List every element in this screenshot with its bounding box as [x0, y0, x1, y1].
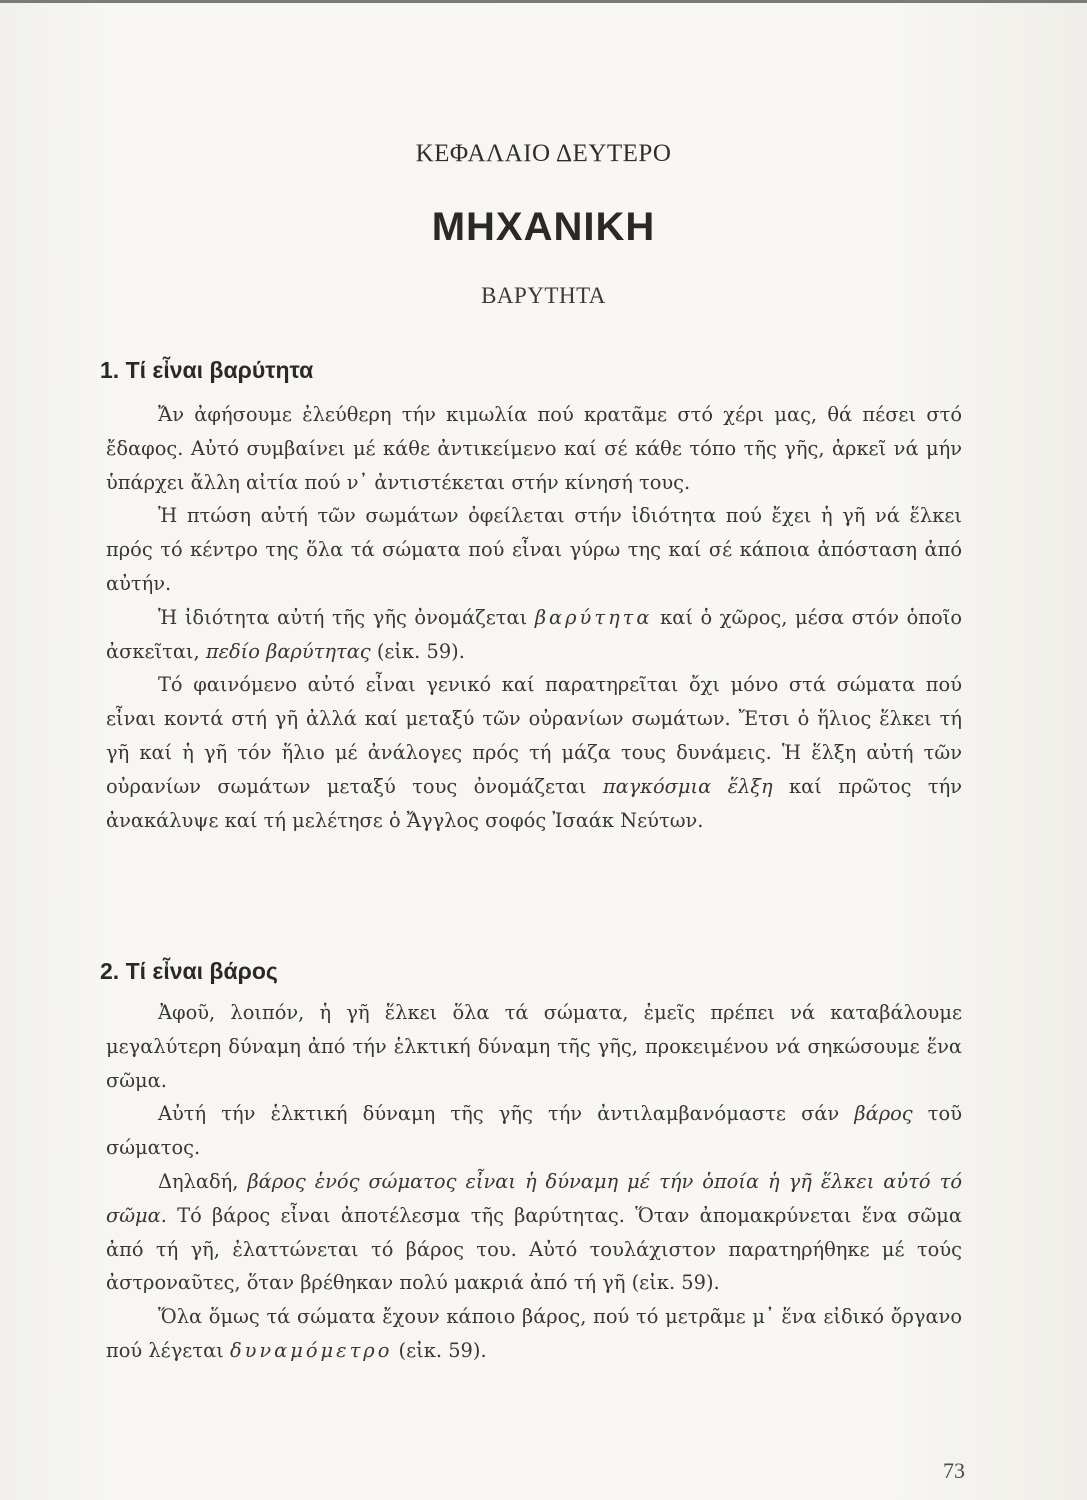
weight-definition: βάρος ἑνός σώματος εἶναι ἡ δύναμη μέ τήν ὁποία ἡ γῆ ἕλκει αὐτό τό σῶμα. [106, 1169, 962, 1227]
term-dynamometer: δυναμόμετρο [229, 1338, 393, 1362]
page-number: 73 [943, 1458, 965, 1483]
term-gravity-field: πεδίο βαρύτητας [205, 639, 371, 663]
term-weight: βάρος [854, 1102, 913, 1126]
paragraph: Ἡ ἰδιότητα αὐτή τῆς γῆς ὀνομάζεται βαρύτητα καί ὁ χῶρος, μέσα στόν ὁποῖο ἀσκεῖται, πεδίο βαρύτητας (εἰκ. 59). [106, 605, 962, 663]
paragraph: Δηλαδή, βάρος ἑνός σώματος εἶναι ἡ δύναμη μέ τήν ὁποία ἡ γῆ ἕλκει αὐτό τό σῶμα. Τό βάρος εἶναι ἀποτέλεσμα τῆς βαρύτητας. Ὅταν ἀπομακρύνεται ἕνα σῶμα ἀπό τή γῆ, ἐλαττώνεται τό βάρος του. Αὐτό τουλάχιστον παρατηρήθηκε μέ τούς ἀστροναῦτες, ὅταν βρέθηκαν πολύ μακριά ἀπό τή γῆ (εἰκ. 59). [106, 1169, 962, 1295]
section-1-heading: 1. Τί εἶναι βαρύτητα [100, 357, 314, 383]
section-1-body [106, 398, 962, 837]
paragraph: Ἀφοῦ, λοιπόν, ἡ γῆ ἕλκει ὅλα τά σώματα, ἐμεῖς πρέπει νά καταβάλουμε μεγαλύτερη δύναμη ἀπό τήν ἑλκτική δύναμη τῆς γῆς, προκειμένου νά σηκώσουμε ἕνα σῶμα. [106, 1001, 962, 1092]
chapter-heading: ΚΕΦΑΛΑΙΟ ΔΕΥΤΕΡΟ [415, 140, 672, 167]
paragraph: Ἡ πτώση αὐτή τῶν σωμάτων ὀφείλεται στήν ἰδιότητα πού ἔχει ἡ γῆ νά ἕλκει πρός τό κέντρο της ὅλα τά σώματα πού εἶναι γύρω της καί σέ κάποια ἀπόσταση ἀπό αὐτήν. [106, 504, 962, 595]
section-subtitle: ΒΑΡΥΤΗΤΑ [481, 283, 606, 308]
top-edge-rule [0, 0, 1087, 3]
paragraph: Ἄν ἀφήσουμε ἐλεύθερη τήν κιμωλία πού κρατᾶμε στό χέρι μας, θά πέσει στό ἔδαφος. Αὐτό συμβαίνει μέ κάθε ἀντικείμενο καί σέ κάθε τόπο τῆς γῆς, ἀρκεῖ νά μήν ὑπάρχει ἄλλη αἰτία πού ν᾽ ἀντιστέκεται στήν κίνησή τους. [106, 403, 962, 494]
paragraph: Αὐτή τήν ἑλκτική δύναμη τῆς γῆς τήν ἀντιλαμβανόμαστε σάν βάρος τοῦ σώματος. [106, 1102, 962, 1160]
term-gravity: βαρύτητα [534, 605, 653, 629]
term-universal-attraction: παγκόσμια ἕλξη [602, 774, 773, 798]
section-2-heading: 2. Τί εἶναι βάρος [100, 958, 278, 984]
section-2-body [106, 996, 962, 1368]
page-title: ΜΗΧΑΝΙΚΗ [431, 205, 656, 249]
paragraph: Ὅλα ὅμως τά σώματα ἔχουν κάποιο βάρος, πού τό μετρᾶμε μ᾽ ἕνα εἰδικό ὄργανο πού λέγεται δυναμόμετρο (εἰκ. 59). [106, 1305, 962, 1362]
paragraph: Τό φαινόμενο αὐτό εἶναι γενικό καί παρατηρεῖται ὄχι μόνο στά σώματα πού εἶναι κοντά στή γῆ ἀλλά καί μεταξύ τῶν οὐρανίων σωμάτων. Ἔτσι ὁ ἥλιος ἕλκει τή γῆ καί ἡ γῆ τόν ἥλιο μέ ἀνάλογες πρός τή μάζα τους δυνάμεις. Ἡ ἕλξη αὐτή τῶν οὐρανίων σωμάτων μεταξύ τους ὀνομάζεται παγκόσμια ἕλξη καί πρῶτος τήν ἀνακάλυψε καί τή μελέτησε ὁ Ἄγγλος σοφός Ἰσαάκ Νεύτων. [106, 673, 962, 832]
